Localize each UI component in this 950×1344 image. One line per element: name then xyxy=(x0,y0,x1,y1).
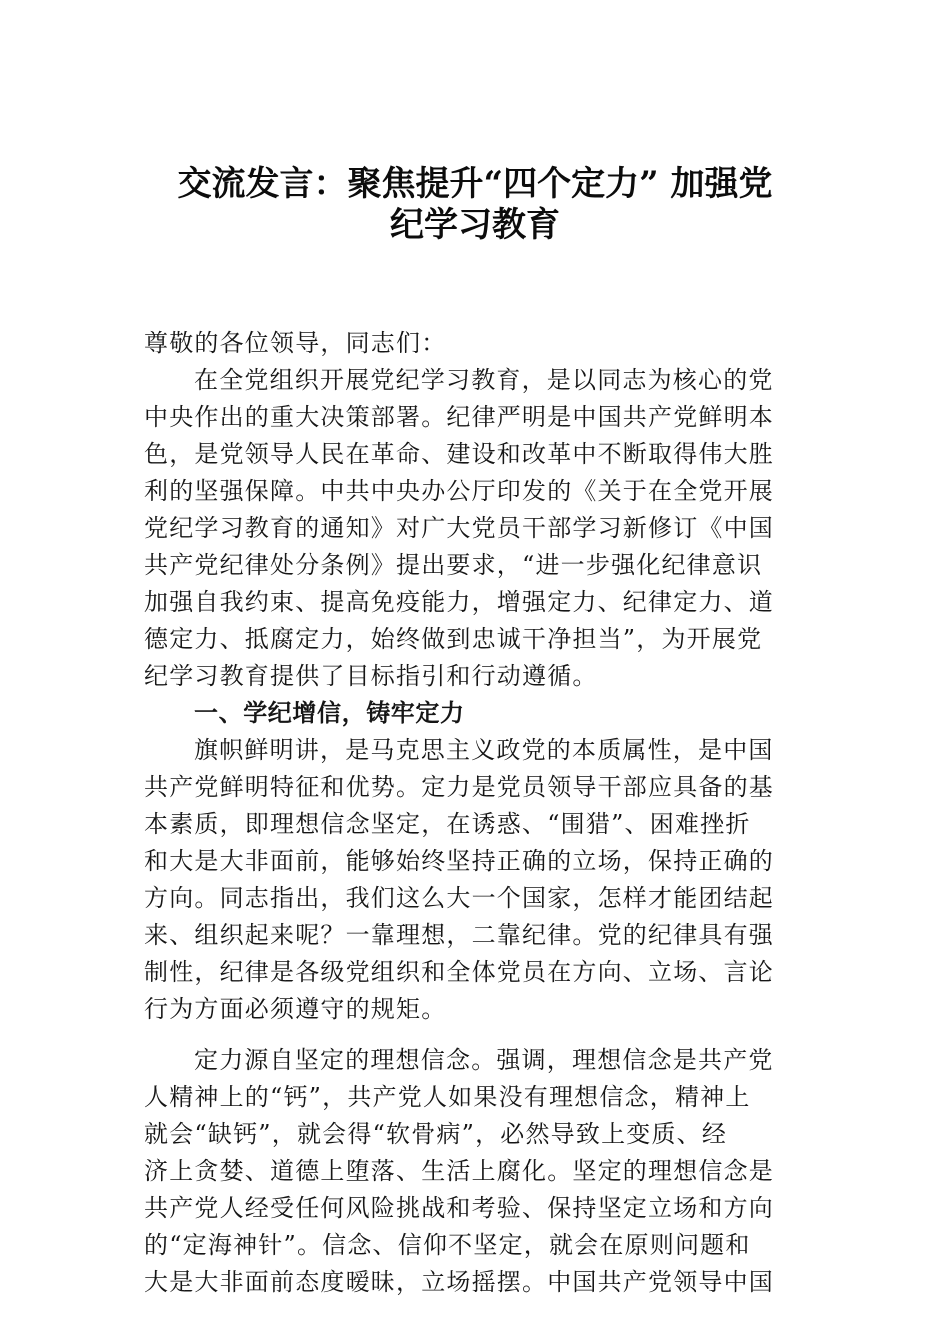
paragraph-line: 就会“缺钙”，就会得“软骨病”，必然导致上变质、经 xyxy=(144,1120,728,1148)
paragraph-2 xyxy=(144,732,809,1028)
document-body xyxy=(144,325,809,1301)
paragraph-line: 利的坚强保障。中共中央办公厅印发的《关于在全党开展 xyxy=(144,477,774,505)
paragraph-line: 旗帜鲜明讲，是马克思主义政党的本质属性，是中国 xyxy=(194,736,774,764)
paragraph-line: 本素质，即理想信念坚定，在诱惑、“围猎”、困难挫折 xyxy=(144,810,751,838)
paragraph-line: 党纪学习教育的通知》对广大党员干部学习新修订《中国 xyxy=(144,514,774,542)
paragraph-line: 共产党人经受任何风险挑战和考验、保持坚定立场和方向 xyxy=(144,1194,774,1222)
paragraph-line: 人精神上的“钙”，共产党人如果没有理想信念，精神上 xyxy=(144,1083,751,1111)
section-heading-1: 一、学纪增信，铸牢定力 xyxy=(194,699,465,727)
paragraph-line: 在全党组织开展党纪学习教育，是以同志为核心的党 xyxy=(194,366,774,394)
paragraph-line: 的“定海神针”。信念、信仰不坚定，就会在原则问题和 xyxy=(144,1231,751,1259)
paragraph-line: 定力源自坚定的理想信念。强调，理想信念是共产党 xyxy=(194,1046,774,1074)
paragraph-line: 共产党鲜明特征和优势。定力是党员领导干部应具备的基 xyxy=(144,773,774,801)
paragraph-line: 和大是大非面前，能够始终坚持正确的立场，保持正确的 xyxy=(144,847,774,875)
document-title-line-1: 交流发言：聚焦提升“四个定力” 加强党 xyxy=(177,164,773,204)
paragraph-gap xyxy=(144,1028,809,1042)
paragraph-line: 来、组织起来呢？一靠理想，二靠纪律。党的纪律具有强 xyxy=(144,921,774,949)
paragraph-line: 行为方面必须遵守的规矩。 xyxy=(144,995,447,1023)
paragraph-line: 方向。同志指出，我们这么大一个国家，怎样才能团结起 xyxy=(144,884,774,912)
paragraph-line: 中央作出的重大决策部署。纪律严明是中国共产党鲜明本 xyxy=(144,403,774,431)
document-title-line-2: 纪学习教育 xyxy=(390,205,560,245)
greeting: 尊敬的各位领导，同志们： xyxy=(144,329,447,357)
paragraph-1 xyxy=(144,362,809,695)
paragraph-line: 德定力、抵腐定力，始终做到忠诚干净担当”，为开展党 xyxy=(144,625,763,653)
paragraph-line: 制性，纪律是各级党组织和全体党员在方向、立场、言论 xyxy=(144,958,774,986)
paragraph-line: 大是大非面前态度暧昧，立场摇摆。中国共产党领导中国 xyxy=(144,1268,774,1296)
paragraph-line: 纪学习教育提供了目标指引和行动遵循。 xyxy=(144,662,598,690)
paragraph-line: 加强自我约束、提高免疫能力，增强定力、纪律定力、道 xyxy=(144,588,774,616)
paragraph-line: 色，是党领导人民在革命、建设和改革中不断取得伟大胜 xyxy=(144,440,774,468)
paragraph-line: 济上贪婪、道德上堕落、生活上腐化。坚定的理想信念是 xyxy=(144,1157,774,1185)
paragraph-3 xyxy=(144,1042,809,1301)
paragraph-line: 共产党纪律处分条例》提出要求，“进一步强化纪律意识 xyxy=(144,551,763,579)
